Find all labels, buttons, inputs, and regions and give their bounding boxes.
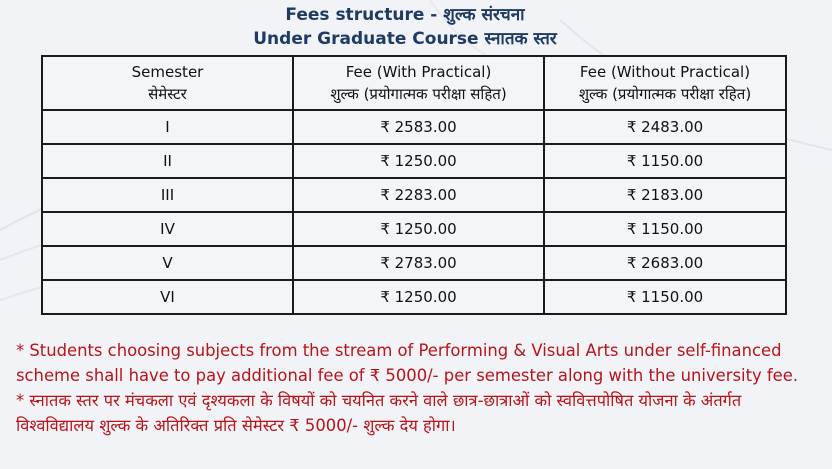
note-english: * Students choosing subjects from the stream of Performing & Visual Arts under self-financed scheme shall have to pay additional fee of ₹ 5000/- per semester along with the university fee. (16, 341, 799, 385)
semester-cell: V (42, 246, 293, 280)
fee-without-practical-cell: ₹ 1150.00 (544, 212, 786, 246)
table-row (42, 212, 786, 246)
fee-with-practical-cell: ₹ 2583.00 (293, 110, 544, 144)
fee-without-practical-cell: ₹ 2483.00 (544, 110, 786, 144)
semester-cell: II (42, 144, 293, 178)
fee-with-practical-cell: ₹ 2783.00 (293, 246, 544, 280)
fee-notes (16, 338, 824, 438)
page-subtitle: Under Graduate Course स्नातक स्तर (253, 29, 557, 49)
fee-with-practical-cell: ₹ 1250.00 (293, 212, 544, 246)
fee-with-practical-cell: ₹ 1250.00 (293, 280, 544, 314)
fee-without-practical-cell: ₹ 1150.00 (544, 280, 786, 314)
table-header-row (42, 56, 786, 110)
fee-without-practical-cell: ₹ 2183.00 (544, 178, 786, 212)
header-without-practical-en: Fee (Without Practical) (579, 63, 751, 81)
header-fee-with-practical (293, 56, 544, 110)
fee-with-practical-cell: ₹ 2283.00 (293, 178, 544, 212)
fees-table (41, 55, 787, 315)
header-with-practical-en: Fee (With Practical) (345, 63, 492, 81)
fee-with-practical-cell: ₹ 1250.00 (293, 144, 544, 178)
header-fee-without-practical (544, 56, 786, 110)
header-with-practical-hi: शुल्क (प्रयोगात्मक परीक्षा सहित) (330, 85, 507, 103)
page-title: Fees structure - शुल्क संरचना (285, 5, 525, 25)
table-row (42, 246, 786, 280)
header-semester-en: Semester (131, 63, 204, 81)
fee-without-practical-cell: ₹ 1150.00 (544, 144, 786, 178)
header-without-practical-hi: शुल्क (प्रयोगात्मक परीक्षा रहित) (578, 85, 752, 103)
semester-cell: I (42, 110, 293, 144)
semester-cell: VI (42, 280, 293, 314)
table-row (42, 144, 786, 178)
semester-cell: IV (42, 212, 293, 246)
note-hindi: * स्नातक स्तर पर मंचकला एवं दृश्यकला के विषयों को चयनित करने वाले छात्र-छात्राओं को स्ववित्तपोषित योजना के अंतर्गत विश्वविद्यालय शुल्क के अतिरिक्त प्रति सेमेस्टर ₹ 5000/- शुल्क देय होगा। (16, 391, 742, 435)
table-row (42, 178, 786, 212)
header-semester-hi: सेमेस्टर (148, 85, 187, 103)
header-semester (42, 56, 293, 110)
table-row (42, 110, 786, 144)
table-row (42, 280, 786, 314)
semester-cell: III (42, 178, 293, 212)
fee-without-practical-cell: ₹ 2683.00 (544, 246, 786, 280)
